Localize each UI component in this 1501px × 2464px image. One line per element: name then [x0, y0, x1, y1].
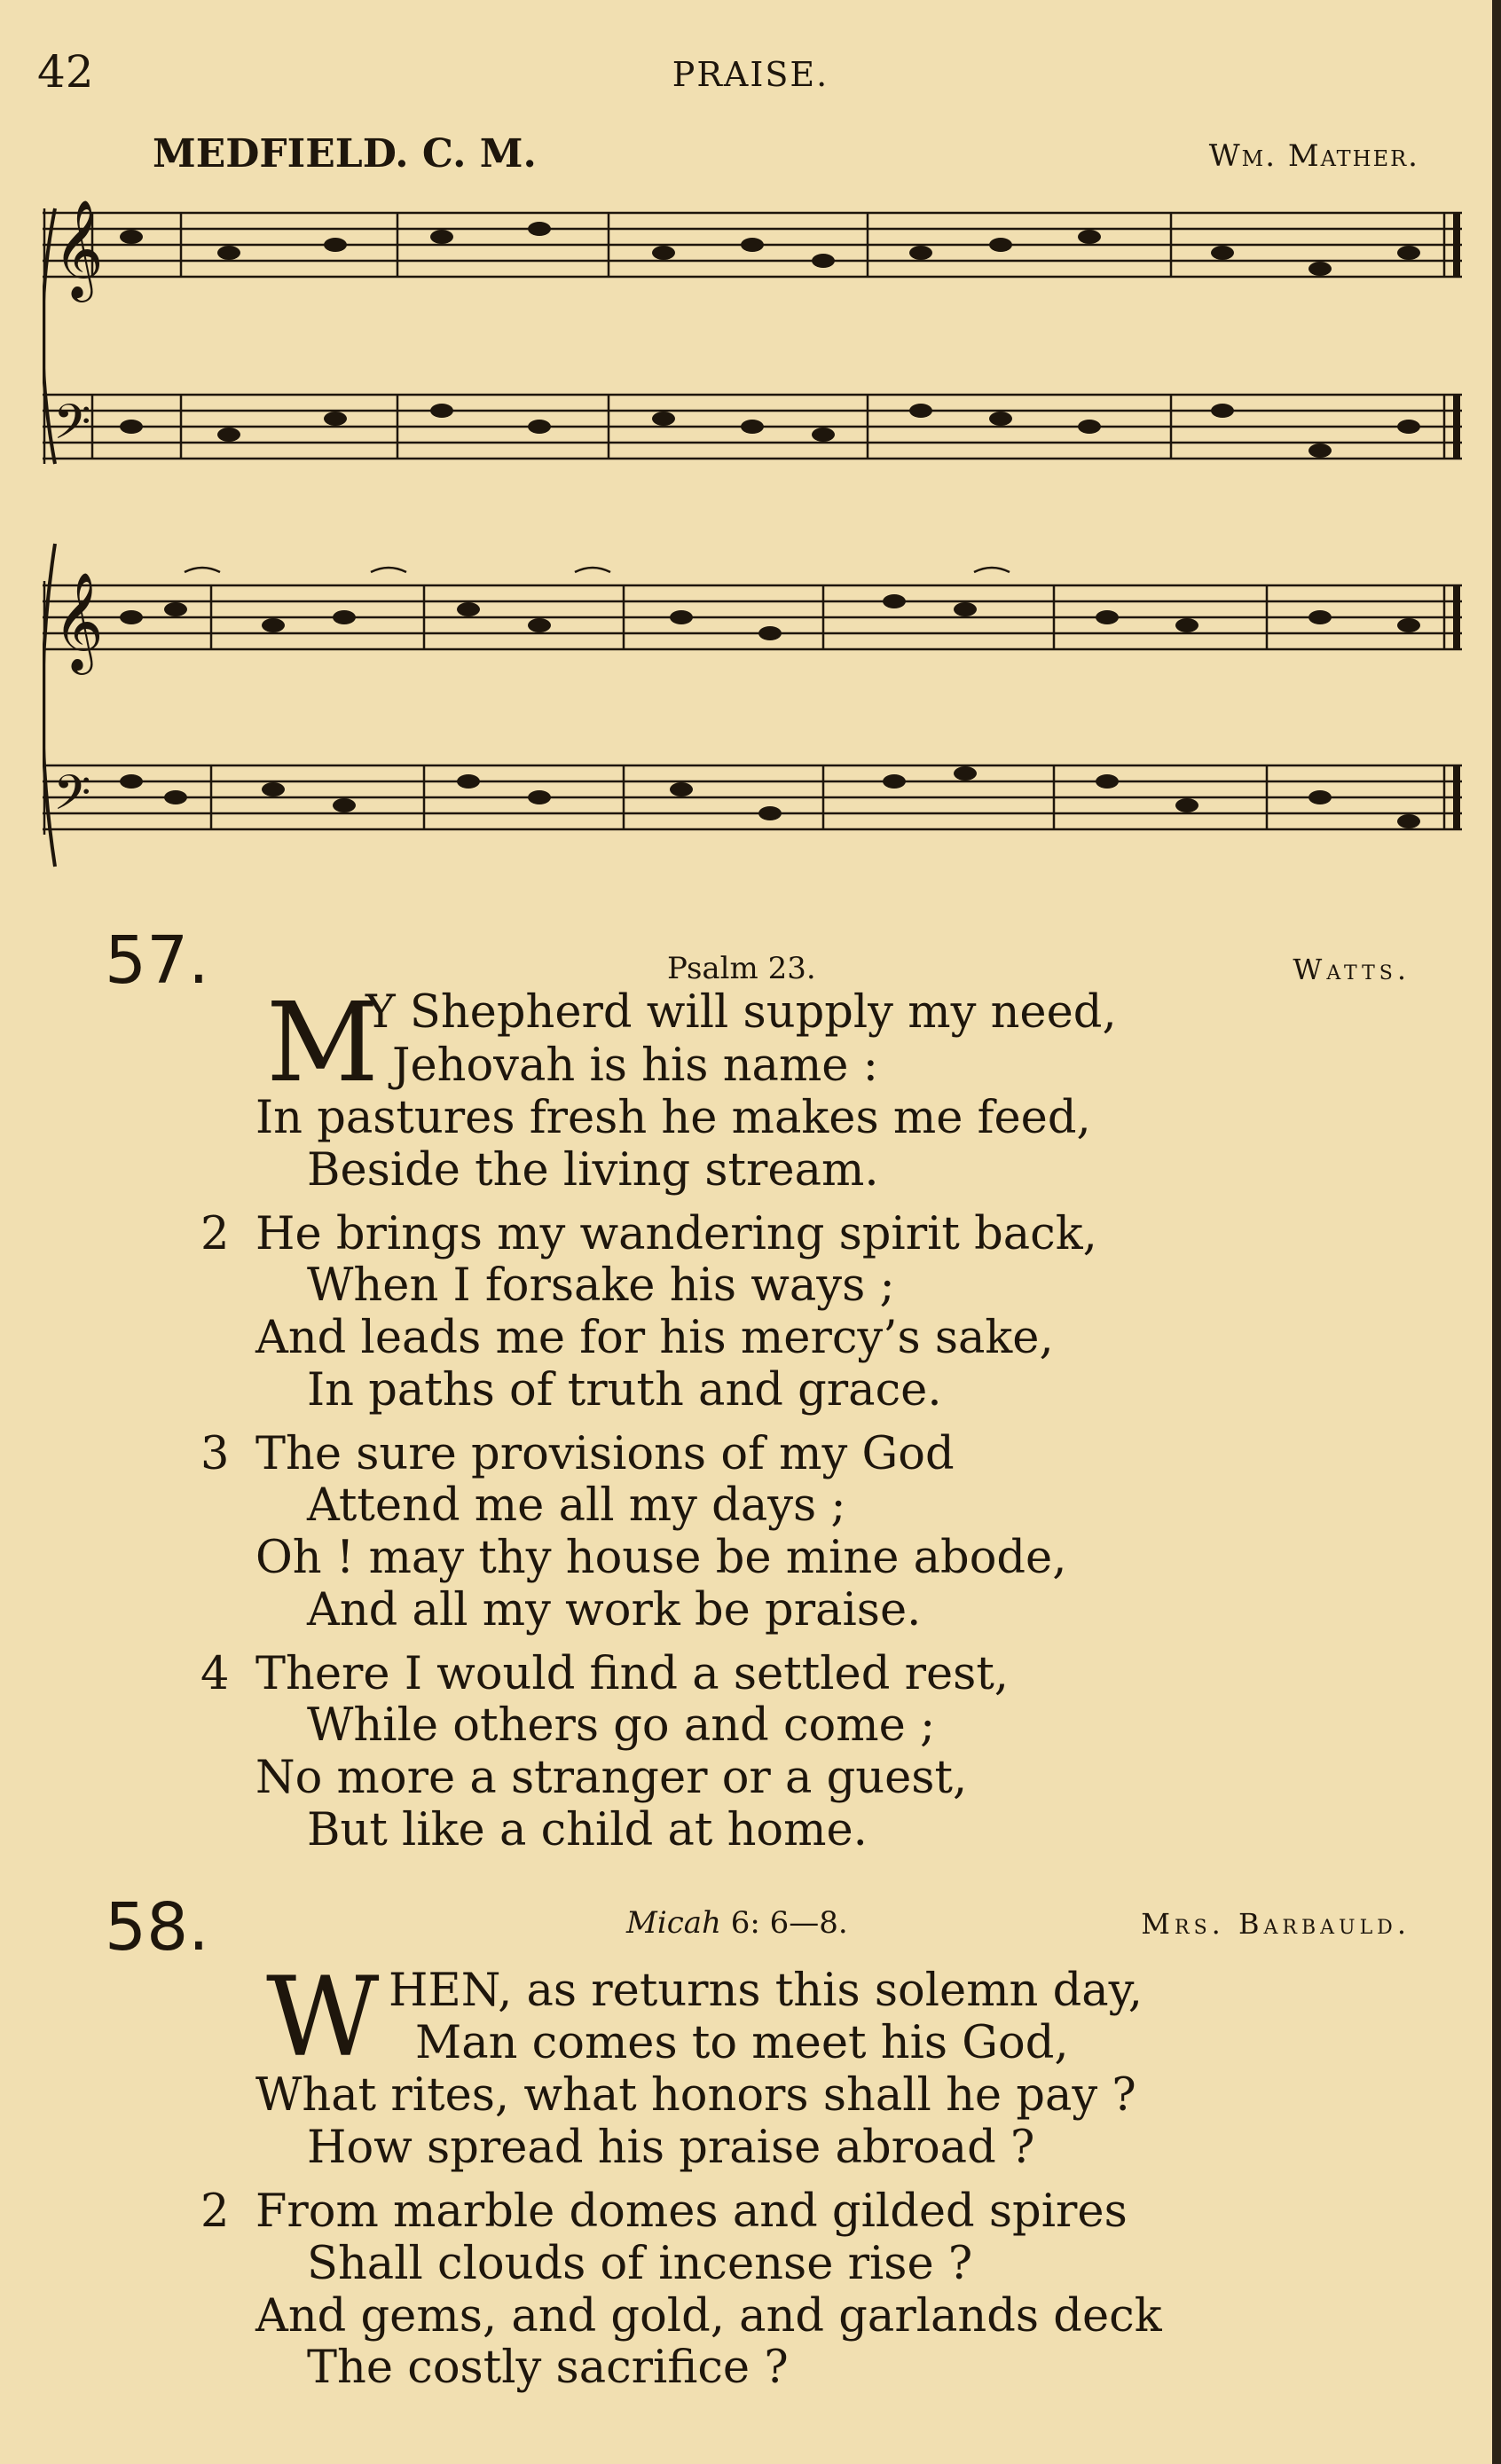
verse-line: HEN, as returns this solemn day,: [389, 1965, 1143, 2017]
verse-line: But like a child at home.: [307, 1804, 868, 1856]
music-system-1: [43, 182, 1466, 510]
stanza-number: 4: [200, 1648, 230, 1700]
svg-text:𝄢: 𝄢: [53, 394, 91, 462]
verse-line: When I forsake his ways ;: [307, 1259, 895, 1312]
verse-line: While others go and come ;: [307, 1699, 936, 1752]
verse-line: Man comes to meet his God,: [415, 2017, 1069, 2069]
verse-line: And leads me for his mercy’s sake,: [255, 1312, 1054, 1364]
verse-line: In pastures fresh he makes me feed,: [255, 1092, 1091, 1144]
tune-name: MEDFIELD. C. M.: [153, 131, 537, 177]
verse-line: In paths of truth and grace.: [307, 1364, 942, 1416]
music-system-2: [43, 537, 1466, 874]
stanza-number: 3: [200, 1428, 230, 1480]
hymn-author: Mrs. Barbauld.: [1141, 1907, 1411, 1941]
verse-line: Jehovah is his name :: [392, 1040, 878, 1092]
svg-text:𝄢: 𝄢: [53, 765, 91, 833]
tune-composer: Wm. Mather.: [1208, 138, 1419, 174]
hymn-number: 57.: [105, 922, 209, 999]
verse-line: From marble domes and gilded spires: [255, 2185, 1128, 2238]
verse-line: And all my work be praise.: [307, 1584, 922, 1636]
music-score-image: [43, 537, 1466, 874]
verse-line: Y Shepherd will supply my need,: [365, 986, 1117, 1039]
verse-line: He brings my wandering spirit back,: [255, 1208, 1097, 1260]
svg-text:𝄞: 𝄞: [53, 199, 104, 298]
verse-line: Shall clouds of incense rise ?: [307, 2238, 973, 2290]
page-edge: [1492, 0, 1501, 2464]
stanza-number: 2: [200, 1208, 230, 1260]
drop-cap: W: [266, 1954, 380, 2082]
running-head: PRAISE.: [672, 55, 829, 94]
hymn-number: 58.: [105, 1889, 209, 1966]
verse-line: And gems, and gold, and garlands deck: [255, 2290, 1162, 2342]
verse-line: No more a stranger or a guest,: [255, 1752, 968, 1804]
verse-line: Attend me all my days ;: [307, 1479, 846, 1532]
hymn-scripture: [626, 1905, 848, 1941]
verse-line: The sure provisions of my God: [255, 1428, 955, 1480]
hymn-author: Watts.: [1293, 953, 1411, 986]
svg-text:𝄞: 𝄞: [53, 571, 104, 671]
scripture-reference: 6: 6—8.: [720, 1905, 848, 1941]
drop-cap: M: [266, 979, 379, 1107]
verse-line: There I would find a settled rest,: [255, 1648, 1010, 1700]
scripture-book: Micah: [626, 1905, 721, 1941]
verse-line: Beside the living stream.: [307, 1144, 879, 1197]
verse-line: The costly sacrifice ?: [307, 2342, 789, 2394]
verse-line: How spread his praise abroad ?: [307, 2122, 1035, 2174]
verse-line: What rites, what honors shall he pay ?: [255, 2069, 1136, 2122]
stanza-number: 2: [200, 2185, 230, 2238]
page-number: 42: [37, 46, 94, 98]
music-score-image: [43, 182, 1466, 510]
hymn-scripture: Psalm 23.: [667, 951, 816, 986]
verse-line: Oh ! may thy house be mine abode,: [255, 1532, 1067, 1584]
